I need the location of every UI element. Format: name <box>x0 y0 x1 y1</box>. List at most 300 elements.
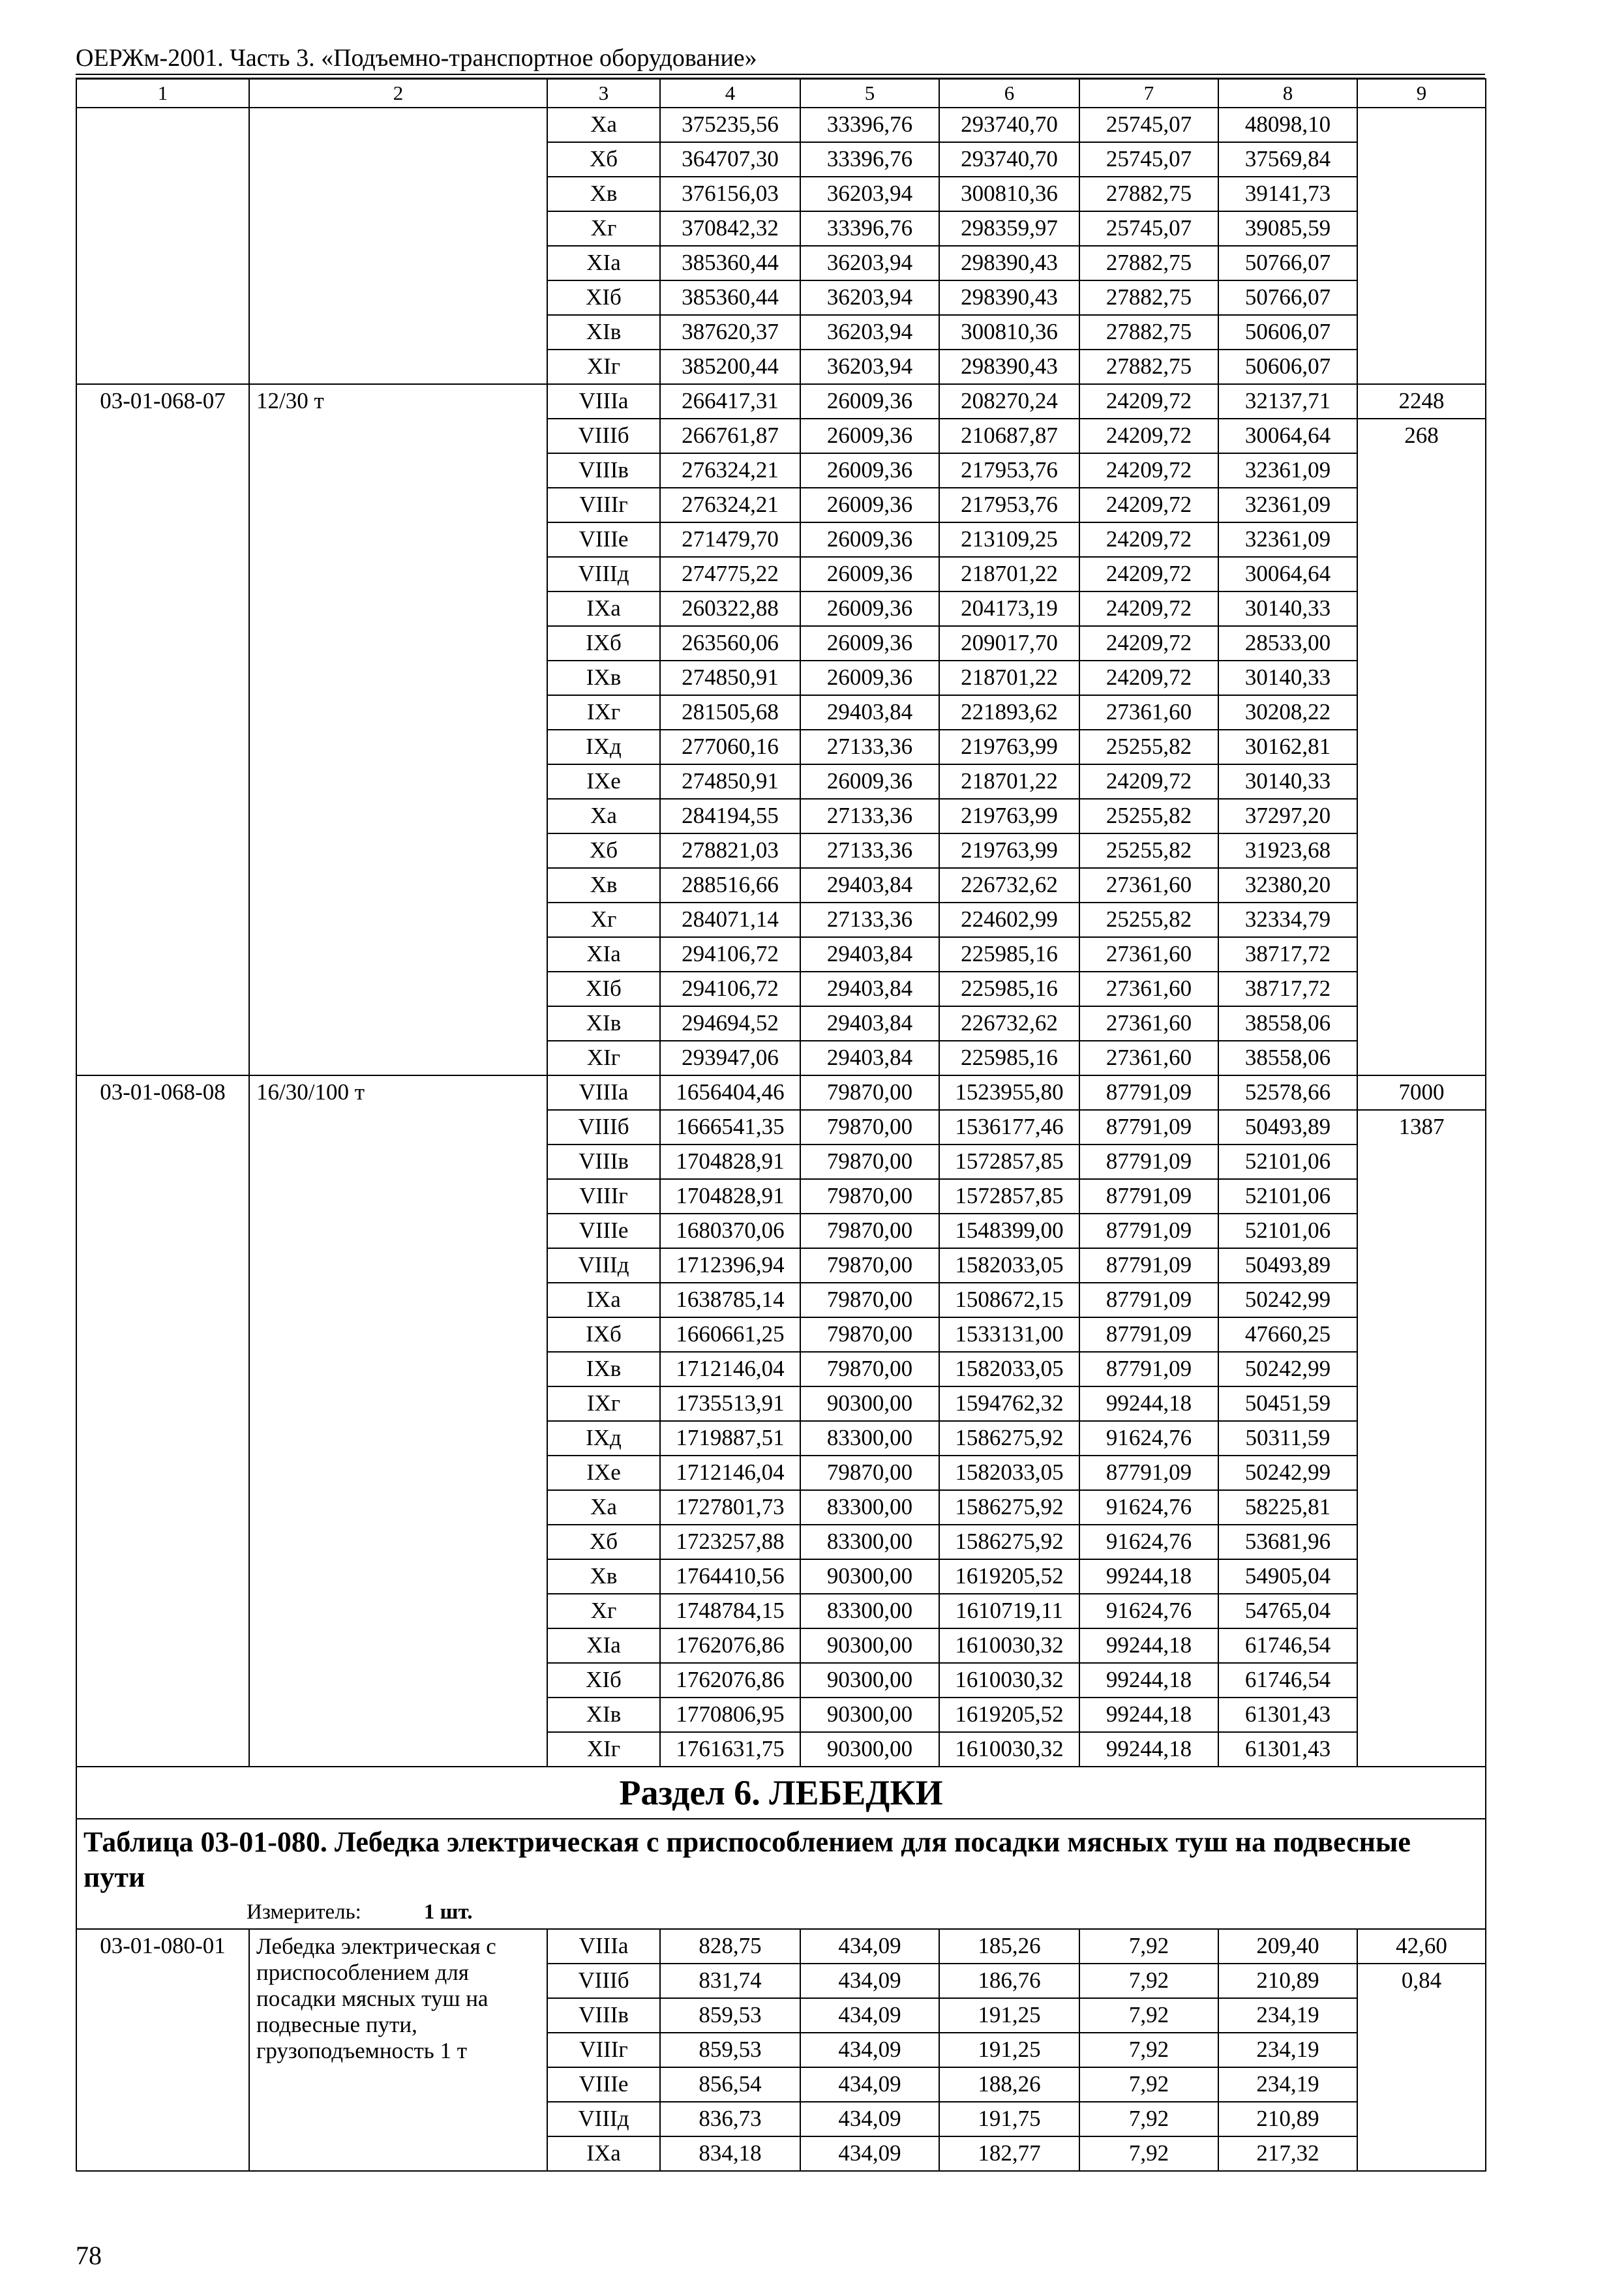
total-cost-cell: 1762076,86 <box>660 1628 800 1663</box>
machinist-wages-cell: 87791,09 <box>1079 1110 1218 1144</box>
wages-cell: 27133,36 <box>800 833 939 868</box>
total-cost-cell: 278821,03 <box>660 833 800 868</box>
total-cost-cell: 364707,30 <box>660 142 800 177</box>
labor-cell <box>1357 1144 1486 1179</box>
wages-cell: 26009,36 <box>800 591 939 626</box>
labor-cell <box>1357 1698 1486 1732</box>
machinist-wages-cell: 99244,18 <box>1079 1559 1218 1594</box>
labor-cell: 7000 <box>1357 1075 1486 1110</box>
zone-cell: XIб <box>547 280 660 315</box>
zone-cell: VIIIг <box>547 2033 660 2067</box>
machines-cell: 1536177,46 <box>939 1110 1079 1144</box>
machines-cell: 1619205,52 <box>939 1559 1079 1594</box>
total-cost-cell: 260322,88 <box>660 591 800 626</box>
machinist-wages-cell: 87791,09 <box>1079 1456 1218 1490</box>
total-cost-cell: 831,74 <box>660 1964 800 1998</box>
zone-cell: IXa <box>547 591 660 626</box>
wages-cell: 79870,00 <box>800 1214 939 1248</box>
labor-cell <box>1357 695 1486 730</box>
wages-cell: 434,09 <box>800 2033 939 2067</box>
materials-cell: 38558,06 <box>1218 1041 1357 1075</box>
machinist-wages-cell: 7,92 <box>1079 2102 1218 2136</box>
machinist-wages-cell: 27361,60 <box>1079 937 1218 972</box>
machinist-wages-cell: 7,92 <box>1079 1964 1218 1998</box>
wages-cell: 79870,00 <box>800 1144 939 1179</box>
total-cost-cell: 1704828,91 <box>660 1179 800 1214</box>
machinist-wages-cell: 27882,75 <box>1079 350 1218 384</box>
zone-cell: IXв <box>547 661 660 695</box>
machinist-wages-cell: 27361,60 <box>1079 695 1218 730</box>
wages-cell: 434,09 <box>800 1929 939 1964</box>
zone-cell: Xв <box>547 868 660 903</box>
materials-cell: 38717,72 <box>1218 937 1357 972</box>
machines-cell: 298390,43 <box>939 280 1079 315</box>
machinist-wages-cell: 24209,72 <box>1079 453 1218 488</box>
materials-cell: 50242,99 <box>1218 1283 1357 1317</box>
materials-cell: 48098,10 <box>1218 108 1357 142</box>
machines-cell: 1582033,05 <box>939 1352 1079 1386</box>
wages-cell: 26009,36 <box>800 453 939 488</box>
labor-cell <box>1357 1248 1486 1283</box>
total-cost-cell: 274850,91 <box>660 661 800 695</box>
wages-cell: 27133,36 <box>800 799 939 833</box>
zone-cell: XIв <box>547 1006 660 1041</box>
machines-cell: 224602,99 <box>939 903 1079 937</box>
zone-cell: VIIIв <box>547 1144 660 1179</box>
labor-cell <box>1357 1041 1486 1075</box>
total-cost-cell: 1656404,46 <box>660 1075 800 1110</box>
zone-cell: XIв <box>547 315 660 350</box>
labor-cell <box>1357 1490 1486 1525</box>
wages-cell: 90300,00 <box>800 1386 939 1421</box>
machines-cell: 298359,97 <box>939 211 1079 246</box>
total-cost-cell: 284071,14 <box>660 903 800 937</box>
total-cost-cell: 376156,03 <box>660 177 800 211</box>
labor-cell <box>1357 557 1486 591</box>
column-number: 9 <box>1357 79 1486 108</box>
zone-cell: VIIIд <box>547 2102 660 2136</box>
materials-cell: 58225,81 <box>1218 1490 1357 1525</box>
wages-cell: 33396,76 <box>800 211 939 246</box>
labor-cell <box>1357 1525 1486 1559</box>
zone-cell: Xг <box>547 903 660 937</box>
column-number: 3 <box>547 79 660 108</box>
total-cost-cell: 859,53 <box>660 1998 800 2033</box>
materials-cell: 234,19 <box>1218 1998 1357 2033</box>
labor-cell <box>1357 108 1486 384</box>
labor-cell <box>1357 591 1486 626</box>
zone-cell: Xг <box>547 211 660 246</box>
machinist-wages-cell: 24209,72 <box>1079 591 1218 626</box>
machines-cell: 298390,43 <box>939 246 1079 280</box>
zone-cell: Xв <box>547 177 660 211</box>
total-cost-cell: 294694,52 <box>660 1006 800 1041</box>
total-cost-cell: 294106,72 <box>660 937 800 972</box>
machinist-wages-cell: 27882,75 <box>1079 315 1218 350</box>
zone-cell: XIг <box>547 350 660 384</box>
rate-name-cell: 16/30/100 т <box>249 1075 547 1767</box>
machinist-wages-cell: 87791,09 <box>1079 1317 1218 1352</box>
materials-cell: 61746,54 <box>1218 1663 1357 1698</box>
total-cost-cell: 1727801,73 <box>660 1490 800 1525</box>
total-cost-cell: 277060,16 <box>660 730 800 764</box>
machinist-wages-cell: 87791,09 <box>1079 1075 1218 1110</box>
materials-cell: 54905,04 <box>1218 1559 1357 1594</box>
labor-cell <box>1357 488 1486 522</box>
machines-cell: 1582033,05 <box>939 1456 1079 1490</box>
machinist-wages-cell: 25255,82 <box>1079 799 1218 833</box>
wages-cell: 26009,36 <box>800 626 939 661</box>
labor-cell <box>1357 1421 1486 1456</box>
machinist-wages-cell: 99244,18 <box>1079 1663 1218 1698</box>
total-cost-cell: 266417,31 <box>660 384 800 419</box>
machinist-wages-cell: 24209,72 <box>1079 419 1218 453</box>
materials-cell: 37569,84 <box>1218 142 1357 177</box>
machinist-wages-cell: 91624,76 <box>1079 1490 1218 1525</box>
unit-value: 1 шт. <box>423 1900 473 1924</box>
machinist-wages-cell: 27882,75 <box>1079 177 1218 211</box>
zone-cell: VIIIв <box>547 453 660 488</box>
zone-cell: XIв <box>547 1698 660 1732</box>
machines-cell: 300810,36 <box>939 177 1079 211</box>
total-cost-cell: 1762076,86 <box>660 1663 800 1698</box>
materials-cell: 30064,64 <box>1218 419 1357 453</box>
rate-code-cell: 03-01-080-01 <box>76 1929 249 2171</box>
machines-cell: 188,26 <box>939 2067 1079 2102</box>
machinist-wages-cell: 87791,09 <box>1079 1144 1218 1179</box>
machinist-wages-cell: 87791,09 <box>1079 1283 1218 1317</box>
total-cost-cell: 370842,32 <box>660 211 800 246</box>
zone-cell: Xa <box>547 799 660 833</box>
zone-cell: IXб <box>547 1317 660 1352</box>
materials-cell: 39085,59 <box>1218 211 1357 246</box>
machinist-wages-cell: 99244,18 <box>1079 1732 1218 1767</box>
materials-cell: 50493,89 <box>1218 1110 1357 1144</box>
machinist-wages-cell: 7,92 <box>1079 1998 1218 2033</box>
materials-cell: 50242,99 <box>1218 1456 1357 1490</box>
zone-cell: VIIIa <box>547 1929 660 1964</box>
labor-cell <box>1357 2033 1486 2067</box>
wages-cell: 33396,76 <box>800 142 939 177</box>
machinist-wages-cell: 91624,76 <box>1079 1525 1218 1559</box>
total-cost-cell: 385360,44 <box>660 246 800 280</box>
machines-cell: 300810,36 <box>939 315 1079 350</box>
zone-cell: XIг <box>547 1041 660 1075</box>
labor-cell <box>1357 1179 1486 1214</box>
machines-cell: 221893,62 <box>939 695 1079 730</box>
total-cost-cell: 288516,66 <box>660 868 800 903</box>
total-cost-cell: 385360,44 <box>660 280 800 315</box>
machinist-wages-cell: 24209,72 <box>1079 522 1218 557</box>
wages-cell: 90300,00 <box>800 1628 939 1663</box>
labor-cell: 268 <box>1357 419 1486 453</box>
machinist-wages-cell: 27361,60 <box>1079 972 1218 1006</box>
wages-cell: 90300,00 <box>800 1698 939 1732</box>
wages-cell: 434,09 <box>800 1998 939 2033</box>
total-cost-cell: 1764410,56 <box>660 1559 800 1594</box>
zone-cell: IXa <box>547 1283 660 1317</box>
materials-cell: 234,19 <box>1218 2033 1357 2067</box>
labor-cell: 1387 <box>1357 1110 1486 1144</box>
machines-cell: 1619205,52 <box>939 1698 1079 1732</box>
total-cost-cell: 281505,68 <box>660 695 800 730</box>
machinist-wages-cell: 25255,82 <box>1079 903 1218 937</box>
table-row <box>76 384 1486 419</box>
machinist-wages-cell: 27361,60 <box>1079 1006 1218 1041</box>
machinist-wages-cell: 27882,75 <box>1079 246 1218 280</box>
materials-cell: 32361,09 <box>1218 522 1357 557</box>
labor-cell <box>1357 522 1486 557</box>
wages-cell: 27133,36 <box>800 903 939 937</box>
wages-cell: 434,09 <box>800 2067 939 2102</box>
labor-cell <box>1357 833 1486 868</box>
machinist-wages-cell: 91624,76 <box>1079 1594 1218 1628</box>
machines-cell: 1523955,80 <box>939 1075 1079 1110</box>
section-row <box>76 1767 1486 1819</box>
section-title: Раздел 6. ЛЕБЕДКИ <box>76 1767 1486 1819</box>
materials-cell: 37297,20 <box>1218 799 1357 833</box>
materials-cell: 38717,72 <box>1218 972 1357 1006</box>
labor-cell: 2248 <box>1357 384 1486 419</box>
total-cost-cell: 1660661,25 <box>660 1317 800 1352</box>
machinist-wages-cell: 99244,18 <box>1079 1628 1218 1663</box>
total-cost-cell: 271479,70 <box>660 522 800 557</box>
materials-cell: 32361,09 <box>1218 488 1357 522</box>
total-cost-cell: 836,73 <box>660 2102 800 2136</box>
unit-row <box>76 1896 1486 1929</box>
header-rule-top <box>76 74 1485 75</box>
total-cost-cell: 856,54 <box>660 2067 800 2102</box>
wages-cell: 29403,84 <box>800 1041 939 1075</box>
zone-cell: IXa <box>547 2136 660 2171</box>
total-cost-cell: 1719887,51 <box>660 1421 800 1456</box>
materials-cell: 32361,09 <box>1218 453 1357 488</box>
labor-cell <box>1357 1317 1486 1352</box>
total-cost-cell: 266761,87 <box>660 419 800 453</box>
machines-cell: 218701,22 <box>939 764 1079 799</box>
machinist-wages-cell: 24209,72 <box>1079 557 1218 591</box>
wages-cell: 26009,36 <box>800 764 939 799</box>
wages-cell: 27133,36 <box>800 730 939 764</box>
running-header: ОЕРЖм-2001. Часть 3. «Подъемно-транспортное оборудование» <box>76 44 757 72</box>
materials-cell: 39141,73 <box>1218 177 1357 211</box>
wages-cell: 83300,00 <box>800 1525 939 1559</box>
column-number: 8 <box>1218 79 1357 108</box>
total-cost-cell: 1712396,94 <box>660 1248 800 1283</box>
zone-cell: XIб <box>547 1663 660 1698</box>
wages-cell: 90300,00 <box>800 1732 939 1767</box>
machines-cell: 1610030,32 <box>939 1663 1079 1698</box>
materials-cell: 50242,99 <box>1218 1352 1357 1386</box>
materials-cell: 54765,04 <box>1218 1594 1357 1628</box>
machines-cell: 1572857,85 <box>939 1144 1079 1179</box>
materials-cell: 209,40 <box>1218 1929 1357 1964</box>
zone-cell: VIIIб <box>547 419 660 453</box>
machines-cell: 1582033,05 <box>939 1248 1079 1283</box>
zone-cell: VIIIе <box>547 2067 660 2102</box>
machines-cell: 182,77 <box>939 2136 1079 2171</box>
machinist-wages-cell: 25255,82 <box>1079 730 1218 764</box>
wages-cell: 33396,76 <box>800 108 939 142</box>
materials-cell: 30140,33 <box>1218 591 1357 626</box>
materials-cell: 50493,89 <box>1218 1248 1357 1283</box>
column-number: 4 <box>660 79 800 108</box>
column-number: 7 <box>1079 79 1218 108</box>
rate-code-cell <box>76 108 249 384</box>
machines-cell: 191,25 <box>939 2033 1079 2067</box>
labor-cell <box>1357 1214 1486 1248</box>
machines-cell: 209017,70 <box>939 626 1079 661</box>
machines-cell: 186,76 <box>939 1964 1079 1998</box>
wages-cell: 36203,94 <box>800 350 939 384</box>
total-cost-cell: 1761631,75 <box>660 1732 800 1767</box>
total-cost-cell: 859,53 <box>660 2033 800 2067</box>
machines-cell: 208270,24 <box>939 384 1079 419</box>
machines-cell: 218701,22 <box>939 557 1079 591</box>
total-cost-cell: 1735513,91 <box>660 1386 800 1421</box>
total-cost-cell: 375235,56 <box>660 108 800 142</box>
materials-cell: 30140,33 <box>1218 661 1357 695</box>
zone-cell: VIIIв <box>547 1998 660 2033</box>
wages-cell: 26009,36 <box>800 419 939 453</box>
machinist-wages-cell: 91624,76 <box>1079 1421 1218 1456</box>
machinist-wages-cell: 87791,09 <box>1079 1248 1218 1283</box>
wages-cell: 434,09 <box>800 2102 939 2136</box>
materials-cell: 52101,06 <box>1218 1179 1357 1214</box>
labor-cell <box>1357 799 1486 833</box>
zone-cell: Xб <box>547 1525 660 1559</box>
labor-cell <box>1357 1559 1486 1594</box>
wages-cell: 36203,94 <box>800 280 939 315</box>
labor-cell <box>1357 1456 1486 1490</box>
rate-code-cell: 03-01-068-08 <box>76 1075 249 1767</box>
materials-cell: 50606,07 <box>1218 350 1357 384</box>
machines-cell: 1572857,85 <box>939 1179 1079 1214</box>
machines-cell: 204173,19 <box>939 591 1079 626</box>
zone-cell: VIIIб <box>547 1964 660 1998</box>
rates-table <box>76 78 1486 2172</box>
labor-cell <box>1357 1352 1486 1386</box>
total-cost-cell: 276324,21 <box>660 488 800 522</box>
labor-cell <box>1357 1663 1486 1698</box>
machines-cell: 191,25 <box>939 1998 1079 2033</box>
materials-cell: 52578,66 <box>1218 1075 1357 1110</box>
machines-cell: 1610030,32 <box>939 1732 1079 1767</box>
page-number: 78 <box>76 2241 102 2270</box>
labor-cell <box>1357 453 1486 488</box>
materials-cell: 50451,59 <box>1218 1386 1357 1421</box>
total-cost-cell: 1680370,06 <box>660 1214 800 1248</box>
zone-cell: XIб <box>547 972 660 1006</box>
wages-cell: 83300,00 <box>800 1490 939 1525</box>
machines-cell: 226732,62 <box>939 868 1079 903</box>
materials-cell: 30208,22 <box>1218 695 1357 730</box>
wages-cell: 79870,00 <box>800 1317 939 1352</box>
zone-cell: VIIIг <box>547 488 660 522</box>
machinist-wages-cell: 27361,60 <box>1079 868 1218 903</box>
zone-cell: IXе <box>547 1456 660 1490</box>
materials-cell: 47660,25 <box>1218 1317 1357 1352</box>
labor-cell <box>1357 661 1486 695</box>
machinist-wages-cell: 24209,72 <box>1079 661 1218 695</box>
rate-code-cell: 03-01-068-07 <box>76 384 249 1075</box>
total-cost-cell: 263560,06 <box>660 626 800 661</box>
machines-cell: 225985,16 <box>939 1041 1079 1075</box>
total-cost-cell: 1712146,04 <box>660 1456 800 1490</box>
column-number: 6 <box>939 79 1079 108</box>
wages-cell: 26009,36 <box>800 522 939 557</box>
zone-cell: IXв <box>547 1352 660 1386</box>
zone-cell: IXд <box>547 1421 660 1456</box>
materials-cell: 32334,79 <box>1218 903 1357 937</box>
machinist-wages-cell: 7,92 <box>1079 2136 1218 2171</box>
zone-cell: Xa <box>547 1490 660 1525</box>
machines-cell: 225985,16 <box>939 972 1079 1006</box>
labor-cell <box>1357 1628 1486 1663</box>
machines-cell: 185,26 <box>939 1929 1079 1964</box>
zone-cell: VIIIе <box>547 1214 660 1248</box>
machinist-wages-cell: 24209,72 <box>1079 488 1218 522</box>
materials-cell: 217,32 <box>1218 2136 1357 2171</box>
table-row <box>76 1929 1486 1964</box>
labor-cell <box>1357 764 1486 799</box>
zone-cell: Xa <box>547 108 660 142</box>
machines-cell: 219763,99 <box>939 730 1079 764</box>
total-cost-cell: 294106,72 <box>660 972 800 1006</box>
materials-cell: 31923,68 <box>1218 833 1357 868</box>
labor-cell <box>1357 1732 1486 1767</box>
materials-cell: 61746,54 <box>1218 1628 1357 1663</box>
labor-cell <box>1357 1283 1486 1317</box>
wages-cell: 26009,36 <box>800 557 939 591</box>
total-cost-cell: 1704828,91 <box>660 1144 800 1179</box>
column-number-row <box>76 79 1486 108</box>
materials-cell: 61301,43 <box>1218 1732 1357 1767</box>
machinist-wages-cell: 25745,07 <box>1079 142 1218 177</box>
rate-name-cell: 12/30 т <box>249 384 547 1075</box>
machines-cell: 1508672,15 <box>939 1283 1079 1317</box>
labor-cell: 0,84 <box>1357 1964 1486 1998</box>
machinist-wages-cell: 27882,75 <box>1079 280 1218 315</box>
labor-cell <box>1357 2067 1486 2102</box>
machinist-wages-cell: 25745,07 <box>1079 211 1218 246</box>
column-number: 1 <box>76 79 249 108</box>
rate-name-cell: Лебедка электрическая с приспособлением для посадки мясных туш на подвесные пути, грузоподъемность 1 т <box>249 1929 547 2171</box>
materials-cell: 38558,06 <box>1218 1006 1357 1041</box>
zone-cell: VIIIг <box>547 1179 660 1214</box>
zone-cell: IXб <box>547 626 660 661</box>
machines-cell: 1533131,00 <box>939 1317 1079 1352</box>
materials-cell: 30064,64 <box>1218 557 1357 591</box>
zone-cell: IXд <box>547 730 660 764</box>
materials-cell: 32137,71 <box>1218 384 1357 419</box>
machines-cell: 217953,76 <box>939 453 1079 488</box>
wages-cell: 29403,84 <box>800 937 939 972</box>
machines-cell: 1610030,32 <box>939 1628 1079 1663</box>
total-cost-cell: 1770806,95 <box>660 1698 800 1732</box>
labor-cell <box>1357 1386 1486 1421</box>
wages-cell: 434,09 <box>800 2136 939 2171</box>
wages-cell: 79870,00 <box>800 1352 939 1386</box>
column-number: 5 <box>800 79 939 108</box>
labor-cell <box>1357 2136 1486 2171</box>
materials-cell: 30140,33 <box>1218 764 1357 799</box>
machinist-wages-cell: 87791,09 <box>1079 1179 1218 1214</box>
materials-cell: 52101,06 <box>1218 1214 1357 1248</box>
wages-cell: 83300,00 <box>800 1594 939 1628</box>
total-cost-cell: 274775,22 <box>660 557 800 591</box>
labor-cell: 42,60 <box>1357 1929 1486 1964</box>
